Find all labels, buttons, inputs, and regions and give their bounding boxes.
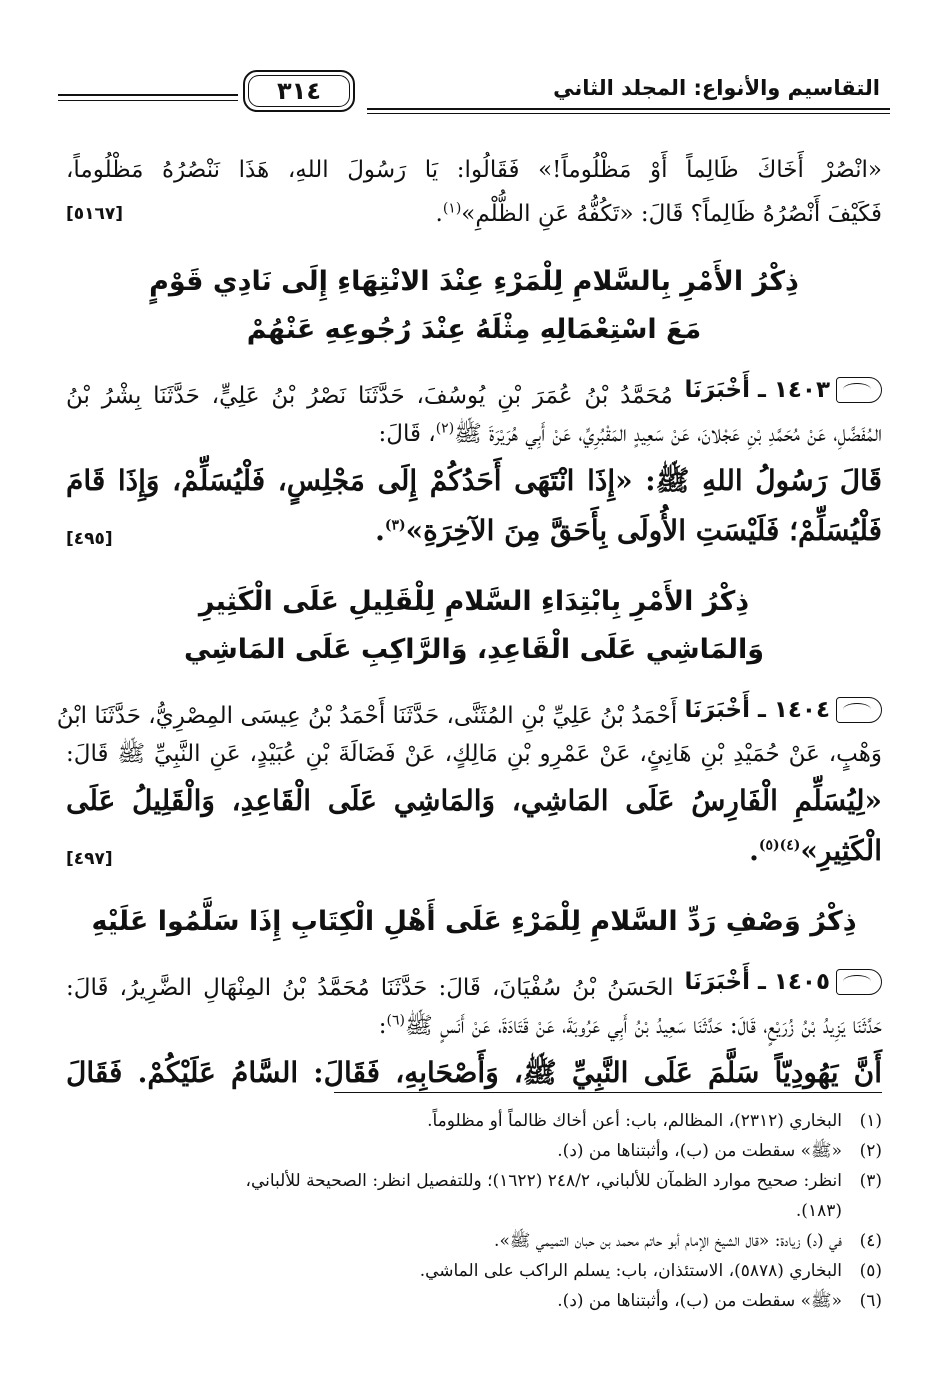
text-line: فَكَيْفَ أَنْصُرُهُ ظَالِماً؟ قَالَ: «تَكُفُّهُ عَنِ الظُّلْمِ»$^{(١)}$. [٥١٦٧] — [66, 192, 882, 236]
text-line: «انْصُرْ أَخَاكَ ظَالِماً أَوْ مَظْلُوماً!» فَقَالُوا: يَا رَسُولَ اللهِ، هَذَا نَنْصُرُهُ مَظْلُوماً، — [66, 157, 882, 183]
hadith-reference: [٤٩٧] — [66, 849, 113, 869]
footnote: (١٨٣). — [795, 1201, 842, 1221]
footnote: (٢) «ﷺ» سقطت من (ب)، وأثبتناها من (د). — [557, 1141, 882, 1161]
header-rule — [58, 94, 238, 96]
footnote: (٥) البخاري (٥٨٧٨)، الاستئذان، باب: يسلم الراكب على الماشي. — [419, 1261, 882, 1281]
hadith-header — [685, 960, 882, 1004]
footnote-rule — [334, 1092, 882, 1093]
footnote-marker: (٣) — [384, 517, 406, 534]
text-line: المُفَضَّلِ، عَنْ مُحَمَّدِ بْنِ عَجْلانَ، عَنْ سَعِيدٍ المَقْبُرِيِّ، عَنْ أَبِي هُرَيْرَةَ ﷺ$^{(٢)}$، قَالَ: — [378, 420, 882, 447]
hadith-number: ١٤٠٤ ـ أَخْبَرَنَا — [684, 697, 830, 723]
text-line: «لِيُسَلِّمِ الْفَارِسُ عَلَى المَاشِي، وَالمَاشِي عَلَى الْقَاعِدِ، وَالْقَلِيلُ عَلَى — [66, 784, 882, 817]
footnote: (٦) «ﷺ» سقطت من (ب)، وأثبتناها من (د). — [557, 1291, 882, 1311]
text-line: أَنَّ يَهُودِيّاً سَلَّمَ عَلَى النَّبِيِّ ﷺ، وَأَصْحَابِهِ، فَقَالَ: السَّامُ عَلَيْكُمْ. فَقَالَ — [66, 1056, 882, 1089]
text-line: الْكَثِيرِ»$^{(٤)(٥)}$. [٤٩٧] — [66, 826, 882, 876]
header-rule — [58, 100, 238, 101]
page-number: ٣١٤ — [277, 77, 321, 105]
hadith-number: ١٤٠٥ ـ أَخْبَرَنَا — [684, 969, 831, 995]
text-line: ١٤٠٥ ـ أَخْبَرَنَا الحَسَنُ بْنُ سُفْيَانَ، قَالَ: حَدَّثَنَا مُحَمَّدُ بْنُ المِنْهَالِ الضَّرِيرُ، قَالَ: — [66, 960, 882, 1004]
hadith-ornament-icon — [836, 697, 882, 723]
page-number-frame — [243, 70, 355, 112]
text-line: ١٤٠٣ ـ أَخْبَرَنَا مُحَمَّدُ بْنُ عُمَرَ بْنِ يُوسُفَ، حَدَّثَنَا نَصْرُ بْنُ عَلِيٍّ، حَدَّثَنَا بِشْرُ بْنُ — [66, 368, 882, 412]
text-line: ١٤٠٤ ـ أَخْبَرَنَا أَحْمَدُ بْنُ عَلِيِّ بْنِ المُثَنَّى، حَدَّثَنَا أَحْمَدُ بْنُ عِيسَى المِصْرِيُّ، حَدَّثَنَا ابْنُ — [66, 688, 882, 732]
header-rule — [367, 108, 890, 110]
page-header — [58, 70, 890, 130]
footnote: (٣) انظر: صحيح موارد الظمآن للألباني، ٢٤٨/٢ (١٦٢٢)؛ وللتفصيل انظر: الصحيحة للألباني، — [245, 1171, 882, 1191]
hadith-number: ١٤٠٣ ـ أَخْبَرَنَا — [684, 377, 831, 403]
text-line: فَلْيُسَلِّمْ؛ فَلَيْسَتِ الأُولَى بِأَحَقَّ مِنَ الآخِرَةِ»$^{(٣)}$. [٤٩٥] — [66, 506, 882, 556]
footnote-list — [66, 1106, 882, 1316]
section-heading: ذِكْرُ وَصْفِ رَدِّ السَّلامِ لِلْمَرْءِ عَلَى أَهْلِ الْكِتَابِ إِذَا سَلَّمُوا عَلَيْهِ — [91, 906, 857, 937]
hadith-header — [685, 688, 882, 732]
hadith-reference: [٥١٦٧] — [66, 204, 124, 224]
main-text — [56, 148, 882, 1098]
text-line: حَدَّثَنَا يَزِيدُ بْنُ زُرَيْعٍ، قَالَ: حَدَّثَنَا سَعِيدُ بْنُ أَبِي عَرُوبَةَ، عَنْ قَتَادَةَ، عَنْ أَنَسٍ ﷺ$^{(٦)}$: — [378, 1012, 882, 1039]
section-heading: ذِكْرُ الأَمْرِ بِالسَّلامِ لِلْمَرْءِ عِنْدَ الانْتِهَاءِ إِلَى نَادِي قَوْمٍ مَعَ اسْتِعْمَالِهِ مِثْلَهُ عِنْدَ رُجُوعِهِ عَنْهُمْ — [149, 266, 799, 345]
hadith-ornament-icon — [836, 377, 882, 403]
footnote-marker: (٦) — [386, 1012, 405, 1029]
section-heading: ذِكْرُ الأَمْرِ بِابْتِدَاءِ السَّلامِ لِلْقَلِيلِ عَلَى الْكَثِيرِ وَالمَاشِي عَلَى الْقَاعِدِ، وَالرَّاكِبِ عَلَى المَاشِي — [183, 586, 765, 665]
hadith-ornament-icon — [836, 969, 882, 995]
footnote-marker: (٢) — [435, 420, 455, 437]
running-title: التقاسيم والأنواع: المجلد الثاني — [553, 76, 880, 100]
hadith-reference: [٤٩٥] — [66, 529, 113, 549]
hadith-header — [685, 368, 882, 412]
footnote: (١) البخاري (٢٣١٢)، المظالم، باب: أعن أخاك ظالماً أو مظلوماً. — [427, 1111, 882, 1131]
footnote-marker: (٤)(٥) — [758, 837, 801, 854]
footnote-marker: (١) — [442, 200, 462, 217]
footnote: (٤) في (د) زيادة: «قال الشيخ الإمام أبو حاتم محمد بن حبان التميمي ﷺ». — [494, 1231, 882, 1251]
header-rule — [367, 113, 890, 114]
text-line: وَهْبٍ، عَنْ حُمَيْدِ بْنِ هَانِئٍ، عَنْ عَمْرِو بْنِ مَالِكٍ، عَنْ فَضَالَةَ بْنِ عُبَيْدٍ، عَنِ النَّبِيِّ ﷺ قَالَ: — [66, 741, 882, 767]
text-line: قَالَ رَسُولُ اللهِ ﷺ: «إِذَا انْتَهَى أَحَدُكُمْ إِلَى مَجْلِسٍ، فَلْيُسَلِّمْ، وَإِذَا قَامَ — [66, 464, 882, 497]
